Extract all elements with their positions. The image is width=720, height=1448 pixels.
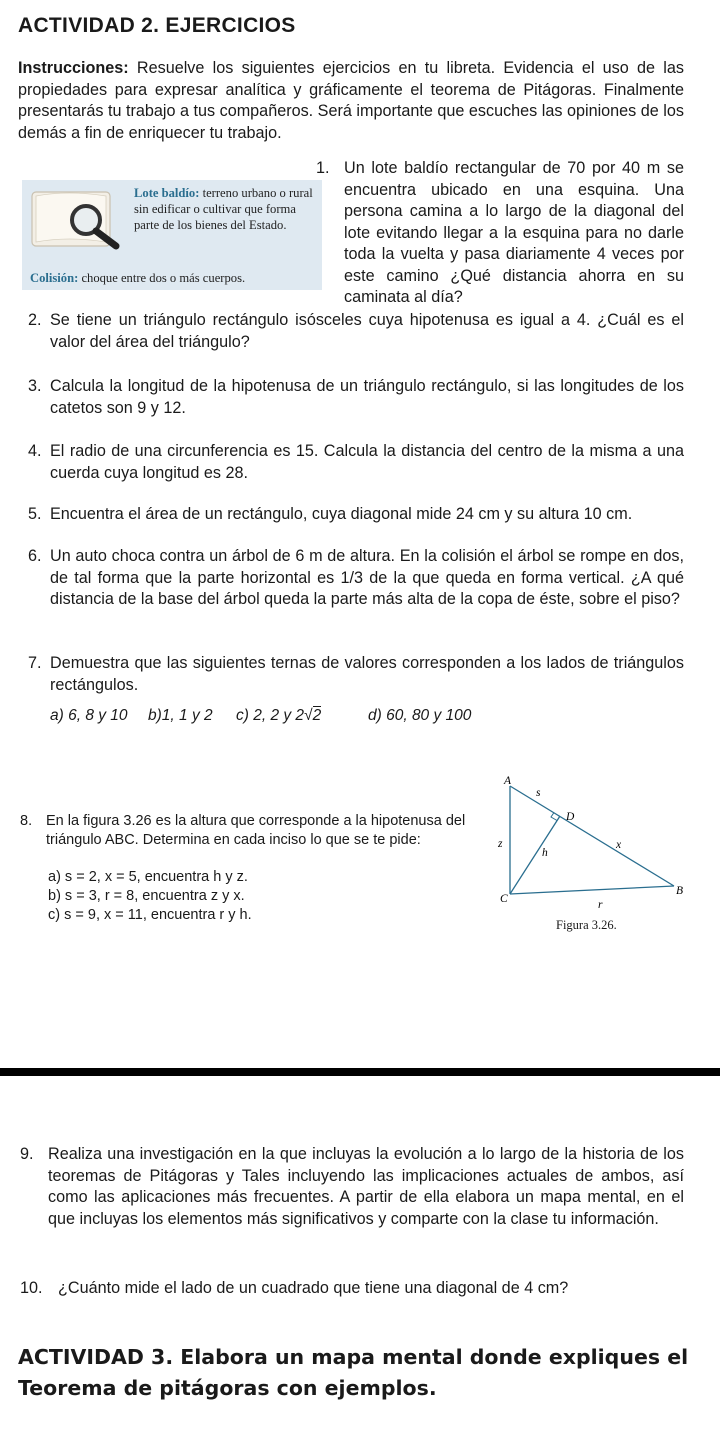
exercise-10-number: 10. xyxy=(20,1279,43,1297)
exercise-8-item-c: c) s = 9, x = 11, encuentra r y h. xyxy=(48,907,252,923)
hypotenuse-ab xyxy=(510,786,674,886)
exercise-4-number: 4. xyxy=(28,442,42,460)
exercise-7-option-c-text: c) 2, 2 y 2 xyxy=(236,707,305,724)
label-c: C xyxy=(500,893,508,905)
exercise-7-option-d: d) 60, 80 y 100 xyxy=(368,707,472,724)
exercise-7-text: Demuestra que las siguientes ternas de valores corresponden a los lados de triángulos rectángulos. xyxy=(50,654,684,694)
label-z: z xyxy=(498,838,503,850)
exercise-4-text: El radio de una circunferencia es 15. Calcula la distancia del centro de la misma a una cuerda cuya longitud es 28. xyxy=(50,442,684,482)
exercise-10-text: ¿Cuánto mide el lado de un cuadrado que tiene una diagonal de 4 cm? xyxy=(58,1279,569,1297)
label-d: D xyxy=(566,811,575,823)
sqrt-symbol: √ xyxy=(304,707,313,724)
label-h: h xyxy=(542,847,548,859)
exercise-8-number: 8. xyxy=(20,813,33,829)
exercise-5-number: 5. xyxy=(28,505,42,523)
exercise-7-option-c-radicand: 2 xyxy=(312,707,322,724)
instructions-label: Instrucciones: xyxy=(18,59,129,77)
exercise-6-text: Un auto choca contra un árbol de 6 m de altura. En la colisión el árbol se rompe en dos, de tal forma que la parte horizontal es 1/3 de la que queda en forma vertical. ¿A qué distancia de la base del árbol queda la parte más alta de la copa de éste, sobre el piso? xyxy=(50,547,684,608)
label-r: r xyxy=(598,899,603,911)
activity-2-title: ACTIVIDAD 2. EJERCICIOS xyxy=(18,14,296,37)
glossary-def-colision: choque entre dos o más cuerpos. xyxy=(78,271,246,285)
label-x: x xyxy=(616,839,622,851)
exercise-2-text: Se tiene un triángulo rectángulo isósceles cuya hipotenusa es igual a 4. ¿Cuál es el valor del área del triángulo? xyxy=(50,311,684,351)
figure-3-26-triangle xyxy=(494,774,690,914)
label-s: s xyxy=(536,787,541,799)
glossary-term-lote: Lote baldío: xyxy=(134,186,200,200)
magnifier-book-icon xyxy=(28,186,132,252)
figure-caption: Figura 3.26. xyxy=(556,918,617,932)
exercise-1-text: Un lote baldío rectangular de 70 por 40 m se encuentra ubicado en una esquina. Una persona camina a lo largo de la diagonal del lote evitando llegar a la esquina para no darle toda la vuelta y pasa diariamente 4 veces por este camino ¿Qué distancia ahorra en su caminata al día? xyxy=(344,159,684,306)
exercise-3-number: 3. xyxy=(28,377,42,395)
label-b: B xyxy=(676,885,684,897)
label-a: A xyxy=(504,775,512,787)
exercise-8-item-b: b) s = 3, r = 8, encuentra z y x. xyxy=(48,888,245,904)
instructions-text: Resuelve los siguientes ejercicios en tu libreta. Evidencia el uso de las propiedades para expresar analítica y gráficamente el teorema de Pitágoras. Finalmente presentarás tu trabajo a tus compañeros. Será importante que escuches las opiniones de los demás a fin de enriquecer tu trabajo. xyxy=(18,59,684,142)
side-cb xyxy=(510,886,674,894)
exercise-8-text: En la figura 3.26 es la altura que corresponde a la hipotenusa del triángulo ABC. Determina en cada inciso lo que se te pide: xyxy=(46,813,466,848)
exercise-6-number: 6. xyxy=(28,547,42,565)
exercise-9-number: 9. xyxy=(20,1145,34,1163)
altitude-h xyxy=(510,816,560,894)
instructions xyxy=(18,58,684,144)
exercise-2-number: 2. xyxy=(28,311,42,329)
glossary-term-colision: Colisión: xyxy=(30,271,79,285)
glossary-box xyxy=(22,180,322,290)
glossary-def-lote: terreno urbano o rural sin edificar o cultivar que forma parte de los bienes del Estado. xyxy=(134,186,313,232)
exercise-7-option-c xyxy=(236,707,321,725)
exercise-7-option-b: b)1, 1 y 2 xyxy=(148,707,213,724)
exercise-1-number: 1. xyxy=(316,159,330,177)
exercise-3-text: Calcula la longitud de la hipotenusa de un triángulo rectángulo, si las longitudes de los catetos son 9 y 12. xyxy=(50,377,684,417)
exercise-7-option-a: a) 6, 8 y 10 xyxy=(50,707,128,724)
exercise-8-item-a: a) s = 2, x = 5, encuentra h y z. xyxy=(48,869,248,885)
exercise-5-text: Encuentra el área de un rectángulo, cuya diagonal mide 24 cm y su altura 10 cm. xyxy=(50,505,633,523)
exercise-9-text: Realiza una investigación en la que incluyas la evolución a lo largo de la historia de los teoremas de Pitágoras y Tales incluyendo las implicaciones actuales de ambos, así como las aplicaciones más frecuentes. A partir de ella elabora un mapa mental, en el que incluyas los elementos más significativos y comparte con la clase tu información. xyxy=(48,1145,684,1228)
page-divider xyxy=(0,1068,720,1076)
glossary-entry-lote xyxy=(134,185,316,233)
activity-3-heading: ACTIVIDAD 3. Elabora un mapa mental donde expliques el Teorema de pitágoras con ejemplos. xyxy=(18,1345,689,1400)
exercise-7-number: 7. xyxy=(28,654,42,672)
glossary-entry-colision xyxy=(30,270,320,286)
